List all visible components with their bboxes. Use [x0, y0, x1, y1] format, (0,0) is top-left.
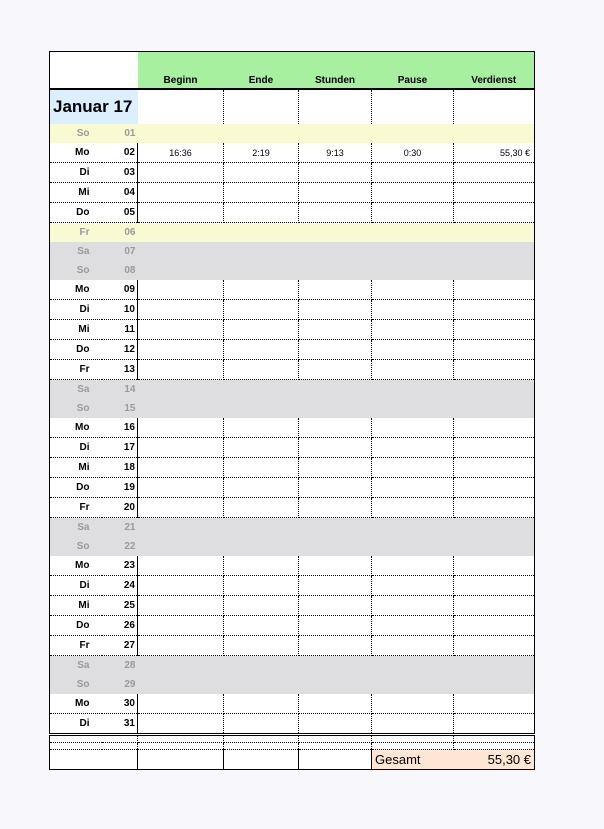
day-row [50, 556, 535, 576]
weekday-label[interactable]: Fr [50, 360, 102, 380]
cell-pause[interactable] [372, 636, 454, 656]
cell-pause[interactable]: 0:30 [372, 143, 454, 163]
day-number[interactable]: 24 [102, 576, 138, 596]
cell-ende[interactable]: 2:19 [224, 143, 299, 163]
cell-beginn[interactable] [138, 438, 224, 458]
day-number[interactable]: 18 [102, 458, 138, 478]
cell-ende[interactable] [224, 320, 299, 340]
cell-ende[interactable] [224, 498, 299, 518]
cell-beginn[interactable] [138, 380, 224, 400]
day-row [50, 694, 535, 714]
column-header-beginn[interactable]: Beginn [138, 52, 224, 90]
cell-beginn[interactable] [138, 458, 224, 478]
cell-stunden[interactable] [299, 656, 372, 676]
cell-ende[interactable] [224, 360, 299, 380]
column-header-ende[interactable]: Ende [224, 52, 299, 90]
cell-stunden[interactable] [299, 223, 372, 243]
cell-beginn[interactable] [138, 163, 224, 183]
cell-stunden[interactable] [299, 183, 372, 203]
day-row [50, 340, 535, 360]
cell-verdienst[interactable] [454, 242, 535, 261]
day-number[interactable]: 29 [102, 675, 138, 694]
weekday-label[interactable]: Sa [50, 242, 102, 261]
day-number[interactable]: 04 [102, 183, 138, 203]
cell-stunden[interactable] [299, 714, 372, 735]
total-blank[interactable] [50, 750, 138, 770]
day-row [50, 596, 535, 616]
day-row [50, 418, 535, 438]
day-number[interactable]: 23 [102, 556, 138, 576]
cell-beginn[interactable] [138, 478, 224, 498]
cell-pause[interactable] [372, 399, 454, 418]
day-row [50, 203, 535, 223]
cell-pause[interactable] [372, 242, 454, 261]
weekday-label[interactable]: Fr [50, 636, 102, 656]
cell-stunden[interactable] [299, 280, 372, 300]
cell-verdienst[interactable] [454, 458, 535, 478]
cell-verdienst[interactable] [454, 478, 535, 498]
day-row [50, 438, 535, 458]
total-blank[interactable] [224, 750, 299, 770]
day-row [50, 458, 535, 478]
weekday-label[interactable]: Mo [50, 280, 102, 300]
weekday-label[interactable]: So [50, 261, 102, 280]
cell-stunden[interactable] [299, 261, 372, 280]
weekday-label[interactable]: Do [50, 616, 102, 636]
cell-ende[interactable] [224, 399, 299, 418]
weekday-label[interactable]: Mi [50, 458, 102, 478]
column-header-pause[interactable]: Pause [372, 52, 454, 90]
weekday-label[interactable]: So [50, 537, 102, 556]
spacer-row [50, 735, 535, 743]
cell-verdienst[interactable] [454, 714, 535, 735]
cell-beginn[interactable] [138, 203, 224, 223]
weekday-label[interactable]: So [50, 124, 102, 143]
cell-ende[interactable] [224, 714, 299, 735]
cell-verdienst[interactable] [454, 556, 535, 576]
cell-pause[interactable] [372, 223, 454, 243]
spacer-cell[interactable] [299, 743, 372, 750]
cell-beginn[interactable] [138, 399, 224, 418]
cell-beginn[interactable]: 16:36 [138, 143, 224, 163]
spacer-cell[interactable] [138, 735, 224, 743]
cell-ende[interactable] [224, 675, 299, 694]
day-number[interactable]: 02 [102, 143, 138, 163]
cell-ende[interactable] [224, 300, 299, 320]
cell-stunden[interactable] [299, 163, 372, 183]
weekday-label[interactable]: Di [50, 714, 102, 735]
day-number[interactable]: 06 [102, 223, 138, 243]
cell-beginn[interactable] [138, 616, 224, 636]
spacer-cell[interactable] [224, 735, 299, 743]
weekday-label[interactable]: Mo [50, 694, 102, 714]
day-number[interactable]: 11 [102, 320, 138, 340]
cell-stunden[interactable] [299, 320, 372, 340]
cell-pause[interactable] [372, 478, 454, 498]
day-number[interactable]: 10 [102, 300, 138, 320]
cell-pause[interactable] [372, 203, 454, 223]
cell-beginn[interactable] [138, 556, 224, 576]
cell-pause[interactable] [372, 300, 454, 320]
weekday-label[interactable]: So [50, 675, 102, 694]
cell-ende[interactable] [224, 537, 299, 556]
cell-ende[interactable] [224, 458, 299, 478]
cell-beginn[interactable] [138, 636, 224, 656]
day-row [50, 616, 535, 636]
cell-pause[interactable] [372, 340, 454, 360]
weekday-label[interactable]: Di [50, 163, 102, 183]
cell-beginn[interactable] [138, 340, 224, 360]
spacer-cell[interactable] [454, 735, 535, 743]
cell-beginn[interactable] [138, 300, 224, 320]
cell-stunden[interactable] [299, 399, 372, 418]
cell-verdienst[interactable] [454, 340, 535, 360]
day-number[interactable]: 31 [102, 714, 138, 735]
cell-stunden[interactable] [299, 537, 372, 556]
cell-verdienst[interactable] [454, 261, 535, 280]
day-row [50, 636, 535, 656]
cell-beginn[interactable] [138, 280, 224, 300]
day-number[interactable]: 25 [102, 596, 138, 616]
cell-pause[interactable] [372, 380, 454, 400]
title-cell[interactable] [454, 89, 535, 124]
cell-pause[interactable] [372, 556, 454, 576]
title-cell[interactable] [138, 89, 224, 124]
title-cell[interactable] [299, 89, 372, 124]
column-header-stunden[interactable]: Stunden [299, 52, 372, 90]
cell-pause[interactable] [372, 458, 454, 478]
day-row [50, 380, 535, 400]
cell-ende[interactable] [224, 438, 299, 458]
cell-ende[interactable] [224, 261, 299, 280]
total-blank[interactable] [138, 750, 224, 770]
cell-pause[interactable] [372, 616, 454, 636]
cell-verdienst[interactable] [454, 616, 535, 636]
spacer-row [50, 743, 535, 750]
cell-beginn[interactable] [138, 124, 224, 143]
cell-pause[interactable] [372, 360, 454, 380]
day-number[interactable]: 28 [102, 656, 138, 676]
cell-beginn[interactable] [138, 675, 224, 694]
cell-stunden[interactable] [299, 418, 372, 438]
cell-ende[interactable] [224, 340, 299, 360]
day-number[interactable]: 03 [102, 163, 138, 183]
day-number[interactable]: 13 [102, 360, 138, 380]
weekday-label[interactable]: Mi [50, 183, 102, 203]
day-row [50, 143, 535, 163]
cell-pause[interactable] [372, 537, 454, 556]
cell-ende[interactable] [224, 203, 299, 223]
cell-pause[interactable] [372, 438, 454, 458]
weekday-label[interactable]: Fr [50, 223, 102, 243]
day-row [50, 320, 535, 340]
cell-stunden[interactable] [299, 380, 372, 400]
cell-beginn[interactable] [138, 183, 224, 203]
header-corner[interactable] [50, 52, 138, 90]
cell-stunden[interactable] [299, 616, 372, 636]
day-number[interactable]: 15 [102, 399, 138, 418]
cell-beginn[interactable] [138, 596, 224, 616]
cell-beginn[interactable] [138, 576, 224, 596]
day-row [50, 675, 535, 694]
weekday-label[interactable]: Do [50, 340, 102, 360]
day-row [50, 537, 535, 556]
cell-ende[interactable] [224, 518, 299, 538]
cell-ende[interactable] [224, 124, 299, 143]
cell-stunden[interactable] [299, 636, 372, 656]
cell-pause[interactable] [372, 124, 454, 143]
cell-ende[interactable] [224, 616, 299, 636]
spacer-cell[interactable] [454, 743, 535, 750]
day-row [50, 478, 535, 498]
cell-ende[interactable] [224, 280, 299, 300]
day-row [50, 498, 535, 518]
day-row [50, 124, 535, 143]
cell-verdienst[interactable] [454, 124, 535, 143]
header-row [50, 52, 535, 90]
weekday-label[interactable]: Mi [50, 320, 102, 340]
cell-beginn[interactable] [138, 498, 224, 518]
cell-verdienst[interactable] [454, 320, 535, 340]
title-cell[interactable] [372, 89, 454, 124]
cell-verdienst[interactable] [454, 694, 535, 714]
cell-beginn[interactable] [138, 694, 224, 714]
weekday-label[interactable]: Di [50, 438, 102, 458]
cell-stunden[interactable] [299, 556, 372, 576]
cell-ende[interactable] [224, 656, 299, 676]
weekday-label[interactable]: Do [50, 478, 102, 498]
weekday-label[interactable]: Mi [50, 596, 102, 616]
cell-verdienst[interactable] [454, 518, 535, 538]
cell-beginn[interactable] [138, 360, 224, 380]
spacer-cell[interactable] [138, 743, 224, 750]
spacer-cell[interactable] [372, 735, 454, 743]
cell-pause[interactable] [372, 518, 454, 538]
cell-stunden[interactable] [299, 596, 372, 616]
day-row [50, 183, 535, 203]
cell-verdienst[interactable] [454, 280, 535, 300]
cell-stunden[interactable] [299, 458, 372, 478]
cell-stunden[interactable] [299, 203, 372, 223]
cell-stunden[interactable] [299, 360, 372, 380]
spacer-cell[interactable] [299, 735, 372, 743]
weekday-label[interactable]: Sa [50, 518, 102, 538]
total-row [50, 750, 535, 770]
spacer-cell[interactable] [372, 743, 454, 750]
cell-verdienst[interactable] [454, 380, 535, 400]
spacer-cell[interactable] [224, 743, 299, 750]
cell-stunden[interactable]: 9:13 [299, 143, 372, 163]
day-number[interactable]: 16 [102, 418, 138, 438]
cell-beginn[interactable] [138, 518, 224, 538]
day-row [50, 576, 535, 596]
cell-ende[interactable] [224, 556, 299, 576]
cell-verdienst[interactable] [454, 300, 535, 320]
day-row [50, 360, 535, 380]
timesheet-table [49, 51, 535, 770]
day-number[interactable]: 21 [102, 518, 138, 538]
cell-stunden[interactable] [299, 340, 372, 360]
day-number[interactable]: 14 [102, 380, 138, 400]
column-header-verdienst[interactable]: Verdienst [454, 52, 535, 90]
cell-ende[interactable] [224, 380, 299, 400]
weekday-label[interactable]: Do [50, 203, 102, 223]
cell-verdienst[interactable] [454, 163, 535, 183]
title-row [50, 89, 535, 124]
weekday-label[interactable]: Mo [50, 556, 102, 576]
cell-verdienst[interactable] [454, 183, 535, 203]
day-number[interactable]: 27 [102, 636, 138, 656]
total-label: Gesamt [372, 750, 454, 770]
title-cell[interactable] [224, 89, 299, 124]
cell-beginn[interactable] [138, 261, 224, 280]
cell-verdienst[interactable] [454, 399, 535, 418]
spacer-cell[interactable] [50, 743, 138, 750]
total-blank[interactable] [299, 750, 372, 770]
cell-beginn[interactable] [138, 537, 224, 556]
day-row [50, 280, 535, 300]
day-number[interactable]: 05 [102, 203, 138, 223]
cell-beginn[interactable] [138, 223, 224, 243]
day-row [50, 223, 535, 243]
cell-pause[interactable] [372, 261, 454, 280]
day-number[interactable]: 17 [102, 438, 138, 458]
day-number[interactable]: 19 [102, 478, 138, 498]
weekday-label[interactable]: Fr [50, 498, 102, 518]
cell-pause[interactable] [372, 183, 454, 203]
weekday-label[interactable]: Sa [50, 380, 102, 400]
weekday-label[interactable]: Mo [50, 418, 102, 438]
cell-pause[interactable] [372, 694, 454, 714]
day-number[interactable]: 08 [102, 261, 138, 280]
cell-pause[interactable] [372, 498, 454, 518]
weekday-label[interactable]: Sa [50, 656, 102, 676]
day-number[interactable]: 30 [102, 694, 138, 714]
cell-ende[interactable] [224, 596, 299, 616]
cell-ende[interactable] [224, 242, 299, 261]
cell-pause[interactable] [372, 320, 454, 340]
cell-ende[interactable] [224, 636, 299, 656]
cell-ende[interactable] [224, 223, 299, 243]
cell-stunden[interactable] [299, 124, 372, 143]
cell-pause[interactable] [372, 418, 454, 438]
weekday-label[interactable]: Di [50, 300, 102, 320]
cell-pause[interactable] [372, 280, 454, 300]
cell-stunden[interactable] [299, 675, 372, 694]
cell-pause[interactable] [372, 675, 454, 694]
cell-pause[interactable] [372, 163, 454, 183]
cell-ende[interactable] [224, 694, 299, 714]
cell-ende[interactable] [224, 418, 299, 438]
day-number[interactable]: 20 [102, 498, 138, 518]
weekday-label[interactable]: Mo [50, 143, 102, 163]
cell-verdienst[interactable] [454, 438, 535, 458]
day-number[interactable]: 01 [102, 124, 138, 143]
cell-stunden[interactable] [299, 694, 372, 714]
cell-pause[interactable] [372, 576, 454, 596]
cell-verdienst[interactable] [454, 223, 535, 243]
cell-ende[interactable] [224, 183, 299, 203]
cell-verdienst[interactable]: 55,30 € [454, 143, 535, 163]
cell-verdienst[interactable] [454, 418, 535, 438]
day-number[interactable]: 07 [102, 242, 138, 261]
cell-stunden[interactable] [299, 478, 372, 498]
day-number[interactable]: 09 [102, 280, 138, 300]
cell-verdienst[interactable] [454, 576, 535, 596]
day-row [50, 399, 535, 418]
cell-stunden[interactable] [299, 576, 372, 596]
cell-verdienst[interactable] [454, 636, 535, 656]
cell-beginn[interactable] [138, 242, 224, 261]
day-row [50, 261, 535, 280]
cell-ende[interactable] [224, 478, 299, 498]
day-row [50, 242, 535, 261]
cell-verdienst[interactable] [454, 537, 535, 556]
day-row [50, 300, 535, 320]
month-title[interactable]: Januar 17 [50, 89, 138, 124]
cell-pause[interactable] [372, 596, 454, 616]
weekday-label[interactable]: Di [50, 576, 102, 596]
total-value[interactable]: 55,30 € [454, 750, 535, 770]
day-row [50, 714, 535, 735]
cell-stunden[interactable] [299, 438, 372, 458]
weekday-label[interactable]: So [50, 399, 102, 418]
cell-pause[interactable] [372, 714, 454, 735]
cell-beginn[interactable] [138, 320, 224, 340]
day-row [50, 163, 535, 183]
cell-stunden[interactable] [299, 498, 372, 518]
cell-verdienst[interactable] [454, 360, 535, 380]
day-number[interactable]: 12 [102, 340, 138, 360]
cell-verdienst[interactable] [454, 675, 535, 694]
cell-verdienst[interactable] [454, 203, 535, 223]
spacer-cell[interactable] [50, 735, 138, 743]
day-number[interactable]: 26 [102, 616, 138, 636]
cell-beginn[interactable] [138, 656, 224, 676]
day-row [50, 518, 535, 538]
cell-pause[interactable] [372, 656, 454, 676]
cell-stunden[interactable] [299, 242, 372, 261]
cell-ende[interactable] [224, 576, 299, 596]
cell-stunden[interactable] [299, 518, 372, 538]
day-number[interactable]: 22 [102, 537, 138, 556]
cell-beginn[interactable] [138, 714, 224, 735]
cell-verdienst[interactable] [454, 596, 535, 616]
cell-ende[interactable] [224, 163, 299, 183]
day-row [50, 656, 535, 676]
cell-verdienst[interactable] [454, 498, 535, 518]
cell-verdienst[interactable] [454, 656, 535, 676]
cell-beginn[interactable] [138, 418, 224, 438]
cell-stunden[interactable] [299, 300, 372, 320]
